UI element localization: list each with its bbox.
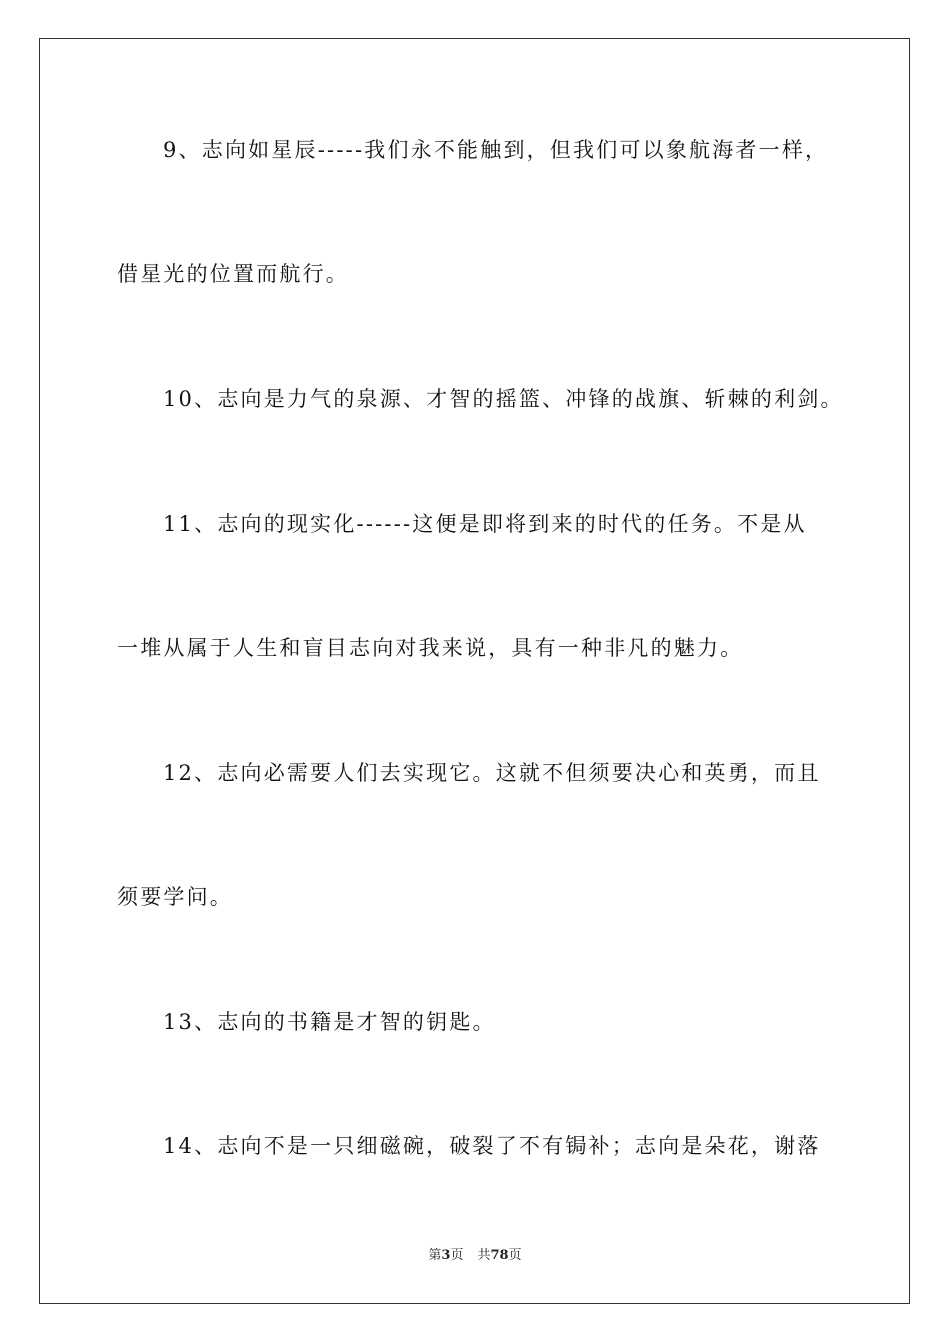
total-prefix: 共 xyxy=(477,1248,491,1263)
paragraph-13-line-1: 13、志向的书籍是才智的钥匙。 xyxy=(163,1010,496,1034)
current-page-number: 3 xyxy=(441,1248,451,1263)
paragraph-11-line-2: 一堆从属于人生和盲目志向对我来说，具有一种非凡的魅力。 xyxy=(117,636,744,660)
paragraph-12-line-1: 12、志向必需要人们去实现它。这就不但须要决心和英勇，而且 xyxy=(163,761,821,785)
page-footer xyxy=(0,1247,950,1265)
paragraph-9-line-1: 9、志向如星辰-----我们永不能触到，但我们可以象航海者一样， xyxy=(163,138,829,162)
paragraph-14-line-1: 14、志向不是一只细磁碗，破裂了不有锔补；志向是朵花，谢落 xyxy=(163,1134,821,1158)
paragraph-11-line-1: 11、志向的现实化------这便是即将到来的时代的任务。不是从 xyxy=(163,512,807,536)
total-page-count: 78 xyxy=(490,1248,509,1263)
paragraph-10-line-1: 10、志向是力气的泉源、才智的摇篮、冲锋的战旗、斩棘的利剑。 xyxy=(163,387,844,411)
page-suffix: 页 xyxy=(450,1248,464,1263)
page-frame xyxy=(39,38,910,1304)
page-prefix: 第 xyxy=(428,1248,442,1263)
total-suffix: 页 xyxy=(508,1248,522,1263)
paragraph-12-line-2: 须要学问。 xyxy=(117,885,233,909)
paragraph-9-line-2: 借星光的位置而航行。 xyxy=(117,262,349,286)
